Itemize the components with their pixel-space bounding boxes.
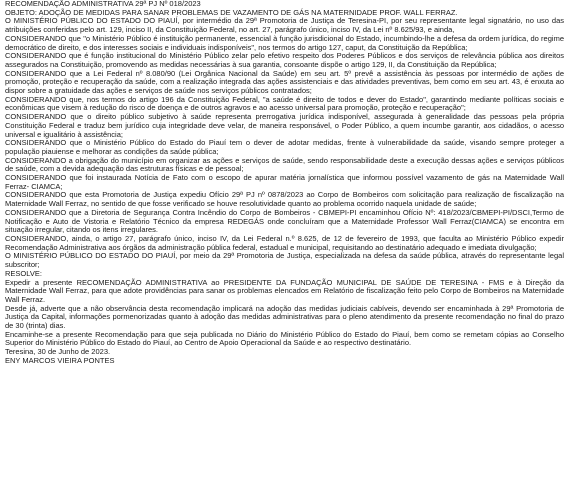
paragraph-resolve: RESOLVE: (5, 268, 42, 278)
document-date: Teresina, 30 de Junho de 2023. (5, 347, 111, 357)
paragraph-considerando-3: CONSIDERANDO que a Lei Federal nº 8.080/90 (Lei Orgânica Nacional da Saúde) em seu art. 5º prevê a assistência às pessoas por intermédio de ações de promoção, proteção e recuperação da saúde, com a realização integrada das ações assistenciais e das atividades preventivas, bem como em seu art. 43, é enxuta ao dispor sobre a gratuidade das ações e serviços de saúde nos serviços públicos contratados; (5, 68, 564, 96)
paragraph-considerando-11: CONSIDERANDO, ainda, o artigo 27, parágrafo único, inciso IV, da Lei Federal n.º 8.625, de 12 de fevereiro de 1993, que faculta ao Ministério Público expedir Recomendação Administrativa aos órgãos da administração pública federal, estadual e municipal, requisitando ao destinatário adequado e imediata divulgação; (5, 233, 564, 252)
paragraph-considerando-6: CONSIDERANDO que o Ministério Público do Estado do Piauí tem o dever de adotar medidas, frente à vulnerabilidade da saúde, visando sempre proteger a população piauiense e melhorar as condições da saúde pública; (5, 138, 564, 156)
paragraph-considerando-9: CONSIDERANDO que esta Promotoria de Justiça expediu Ofício 29ª PJ nº 0878/2023 ao Corpo de Bombeiros com solicitação para realização de fiscalização na Maternidade Wall Ferraz, no sentido de que fosse verificado se houve resolutividade quanto ao problema ocorrido naquela unidade de saúde; (5, 190, 564, 209)
paragraph-encaminhe: Encaminhe-se a presente Recomendação para que seja publicada no Diário do Ministério Público do Estado do Piauí, bem como se remetam cópias ao Conselho Superior do Ministério Público do Estado do Piauí, ao Centro de Apoio Operacional da Saúde e ao respectivo destinatário. (5, 329, 564, 348)
paragraph-expedir: Expedir a presente RECOMENDAÇÃO ADMINISTRATIVA ao PRESIDENTE DA FUNDAÇÃO MUNICIPAL DE SAÚDE DE TERESINA - FMS e à Direção da Maternidade Wall Ferraz, para que adote providências para sanar os problemas elencados em Relatório de fiscalização feito pelo Corpo de Bombeiros na Maternidade Wall Ferraz. (5, 277, 564, 304)
paragraph-preamble: O MINISTÉRIO PÚBLICO DO ESTADO DO PIAUÍ, por intermédio da 29ª Promotoria de Justiça de Teresina-PI, por seu representante legal signatário, no uso das atribuições conferidas pelo art. 129, inciso II, da Constituição Federal, no art. 27, parágrafo único, inciso IV, da Lei nº 8.625/93, e ainda, (5, 16, 564, 35)
paragraph-ministerio: O MINISTÉRIO PÚBLICO DO ESTADO DO PIAUÍ, por meio da 29ª Promotoria de Justiça, especializada na defesa da saúde pública, através do representante legal subscritor; (5, 251, 564, 270)
document-object: OBJETO: ADOÇÃO DE MEDIDAS PARA SANAR PROBLEMAS DE VAZAMENTO DE GÁS NA MATERNIDADE PROF. WALL FERRAZ. (5, 7, 458, 17)
paragraph-considerando-2: CONSIDERANDO que é função institucional do Ministério Público zelar pelo efetivo respeito dos Poderes Públicos e dos serviços de relevância pública aos direitos assegurados na Constituição, promovendo as medidas necessárias à sua garantia, consoante dispõe o artigo 129, II, da Constituição da República; (5, 51, 564, 69)
document-title: RECOMENDAÇÃO ADMINISTRATIVA 29ª PJ Nº 018/2023 (5, 0, 201, 8)
paragraph-considerando-7: CONSIDERANDO a obrigação do município em organizar as ações e serviços de saúde, sendo responsabilidade deste a execução dessas ações e serviços públicos de saúde, com a devida adequação das estruturas físicas e de pessoal; (5, 155, 564, 174)
paragraph-considerando-4: CONSIDERANDO que, nos termos do artigo 196 da Constituição Federal, "a saúde é direito de todos e dever do Estado", garantindo mediante políticas sociais e econômicas que visem à redução do risco de doença e de outros agravos e ao acesso universal para promoção, proteção e recuperação"; (5, 94, 564, 113)
paragraph-considerando-1: CONSIDERANDO que "o Ministério Público é instituição permanente, essencial à função jurisdicional do Estado, incumbindo-lhe a defesa da ordem jurídica, do regime democrático de direito, e dos interesses sociais e individuais indisponíveis", nos termos do artigo 127, caput, da Constituição da República; (5, 33, 564, 52)
paragraph-advertencia: Desde já, adverte que a não observância desta recomendação implicará na adoção das medidas judiciais cabíveis, devendo ser encaminhada à 29ª Promotoria de Justiça da Capital, informações pormenorizadas quanto à adoção das medidas administrativas para o pleno atendimento da presente recomendação no final do prazo de 30 (trinta) dias. (5, 303, 564, 331)
signatory-name: ENY MARCOS VIEIRA PONTES (5, 355, 115, 365)
paragraph-considerando-10: CONSIDERANDO que a Diretoria de Segurança Contra Incêndio do Corpo de Bombeiros - CBMEPI-PI encaminhou Ofício Nº: 418/2023/CBMEPI-PI/DSCI,Termo de Notificação e Auto de Vistoria e Relatório Técnico da empresa REDEGÁS onde concluíram que a Maternidade Professor Wall Ferraz(CIAMCA) se encontra em situação irregular, citando os itens irregulares. (5, 207, 564, 235)
paragraph-considerando-8: CONSIDERANDO que foi instaurada Notícia de Fato com o escopo de apurar matéria jornalística que informou possível vazamento de gás na Maternidade Wall Ferraz- CIAMCA; (5, 173, 564, 191)
paragraph-considerando-5: CONSIDERANDO que o direito público subjetivo à saúde representa prerrogativa jurídica indisponível, assegurada à generalidade das pessoas pela própria Constituição Federal e traduz bem jurídico cuja integridade deve velar, de maneira responsável, o Poder Público, a quem incumbe garantir, aos cidadãos, o acesso universal e igualitário à assistência; (5, 112, 564, 139)
